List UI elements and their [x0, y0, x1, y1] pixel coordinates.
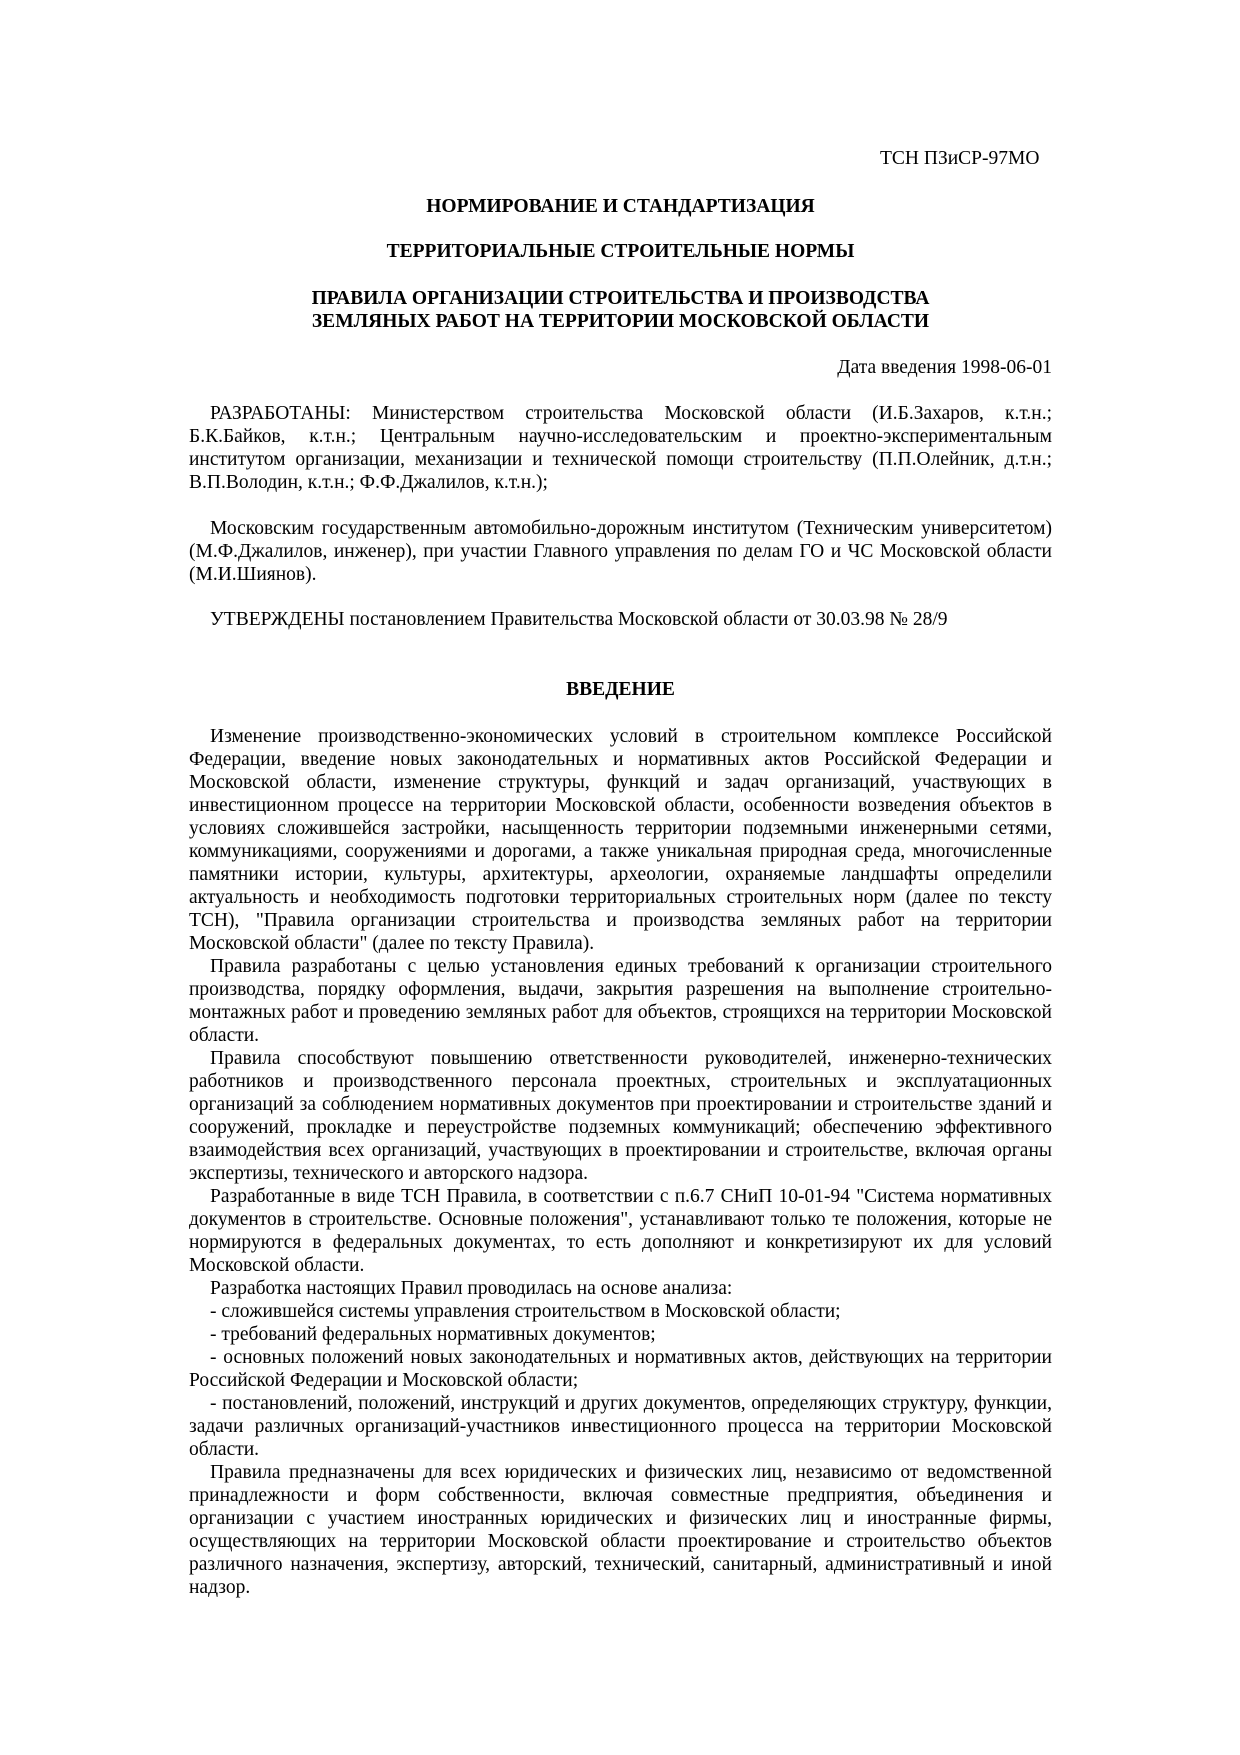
intro-list-item: - основных положений новых законодательных и нормативных актов, действующих на территории Российской Федерации и Московской области; — [189, 1347, 1052, 1391]
document-code: ТСН ПЗиСР-97МО — [880, 148, 1040, 169]
section-heading-introduction: ВВЕДЕНИЕ — [566, 679, 675, 700]
intro-list-item: - требований федеральных нормативных документов; — [210, 1324, 656, 1345]
intro-list-item: - постановлений, положений, инструкций и других документов, определяющих структуру, функции, задачи различных организаций-участников инвестиционного процесса на территории Московской области. — [189, 1393, 1052, 1460]
heading-territorial-norms: ТЕРРИТОРИАЛЬНЫЕ СТРОИТЕЛЬНЫЕ НОРМЫ — [386, 241, 855, 262]
heading-standardization: НОРМИРОВАНИЕ И СТАНДАРТИЗАЦИЯ — [426, 196, 815, 217]
introduction-body — [189, 725, 1052, 1599]
approved-paragraph: УТВЕРЖДЕНЫ постановлением Правительства Московской области от 30.03.98 № 28/9 — [210, 609, 948, 630]
developed-by-block-2 — [189, 517, 1052, 586]
intro-paragraph: Правила способствуют повышению ответственности руководителей, инженерно-технических работников и производственного персонала проектных, строительных и эксплуатационных организаций за соблюдением нормативных документов при проектировании и строительстве зданий и сооружений, прокладке и переустройстве подземных коммуникаций; обеспечению эффективного взаимодействия всех организаций, участвующих в проектировании и строительстве, включая органы экспертизы, технического и авторского надзора. — [189, 1048, 1052, 1184]
intro-paragraph: Разработанные в виде ТСН Правила, в соответствии с п.6.7 СНиП 10-01-94 "Система нормативных документов в строительстве. Основные положения", устанавливают только те положения, которые не нормируются в федеральных документах, то есть дополняют и конкретизируют их для условий Московской области. — [189, 1186, 1052, 1276]
approved-block — [189, 608, 1052, 631]
intro-paragraph: Изменение производственно-экономических условий в строительном комплексе Российской Федерации, введение новых законодательных и нормативных актов Российской Федерации и Московской области, изменение структуры, функций и задач организаций, участвующих в инвестиционном процессе на территории Московской области, особенности возведения объектов в условиях сложившейся застройки, насыщенность территории подземными инженерными сетями, коммуникациями, сооружениями и дорогами, а также уникальная природная среда, многочисленные памятники истории, культуры, архитектуры, археологии, охраняемые ландшафты определили актуальность и необходимость подготовки территориальных строительных норм (далее по тексту ТСН), "Правила организации строительства и производства земляных работ на территории Московской области" (далее по тексту Правила). — [189, 726, 1052, 954]
intro-paragraph: Правила разработаны с целью установления единых требований к организации строительного производства, порядку оформления, выдачи, закрытия разрешения на выполнение строительно-монтажных работ и проведению земляных работ для объектов, строящихся на территории Московской области. — [189, 956, 1052, 1046]
developed-by-paragraph-2: Московским государственным автомобильно-дорожным институтом (Техническим университетом) (М.Ф.Джалилов, инженер), при участии Главного управления по делам ГО и ЧС Московской области (М.И.Шиянов). — [189, 518, 1052, 585]
intro-paragraph: Правила предназначены для всех юридических и физических лиц, независимо от ведомственной принадлежности и форм собственности, включая совместные предприятия, объединения и организации с участием иностранных юридических и физических лиц и иностранные фирмы, осуществляющих на территории Московской области проектирование и строительство объектов различного назначения, экспертизу, авторский, технический, санитарный, административный и иной надзор. — [189, 1462, 1052, 1598]
effective-date: Дата введения 1998-06-01 — [837, 357, 1052, 378]
intro-list-item: - сложившейся системы управления строительством в Московской области; — [210, 1301, 841, 1322]
intro-paragraph: Разработка настоящих Правил проводилась на основе анализа: — [210, 1278, 733, 1299]
heading-title-line-2: ЗЕМЛЯНЫХ РАБОТ НА ТЕРРИТОРИИ МОСКОВСКОЙ ОБЛАСТИ — [311, 311, 930, 332]
developed-by-paragraph: РАЗРАБОТАНЫ: Министерством строительства Московской области (И.Б.Захаров, к.т.н.; Б.К.Байков, к.т.н.; Центральным научно-исследовательским и проектно-экспериментальным институтом организации, механизации и технической помощи строительству (П.П.Олейник, д.т.н.; В.П.Володин, к.т.н.; Ф.Ф.Джалилов, к.т.н.); — [189, 403, 1052, 493]
developed-by-block — [189, 402, 1052, 494]
heading-title-line-1: ПРАВИЛА ОРГАНИЗАЦИИ СТРОИТЕЛЬСТВА И ПРОИЗВОДСТВА — [311, 288, 930, 309]
